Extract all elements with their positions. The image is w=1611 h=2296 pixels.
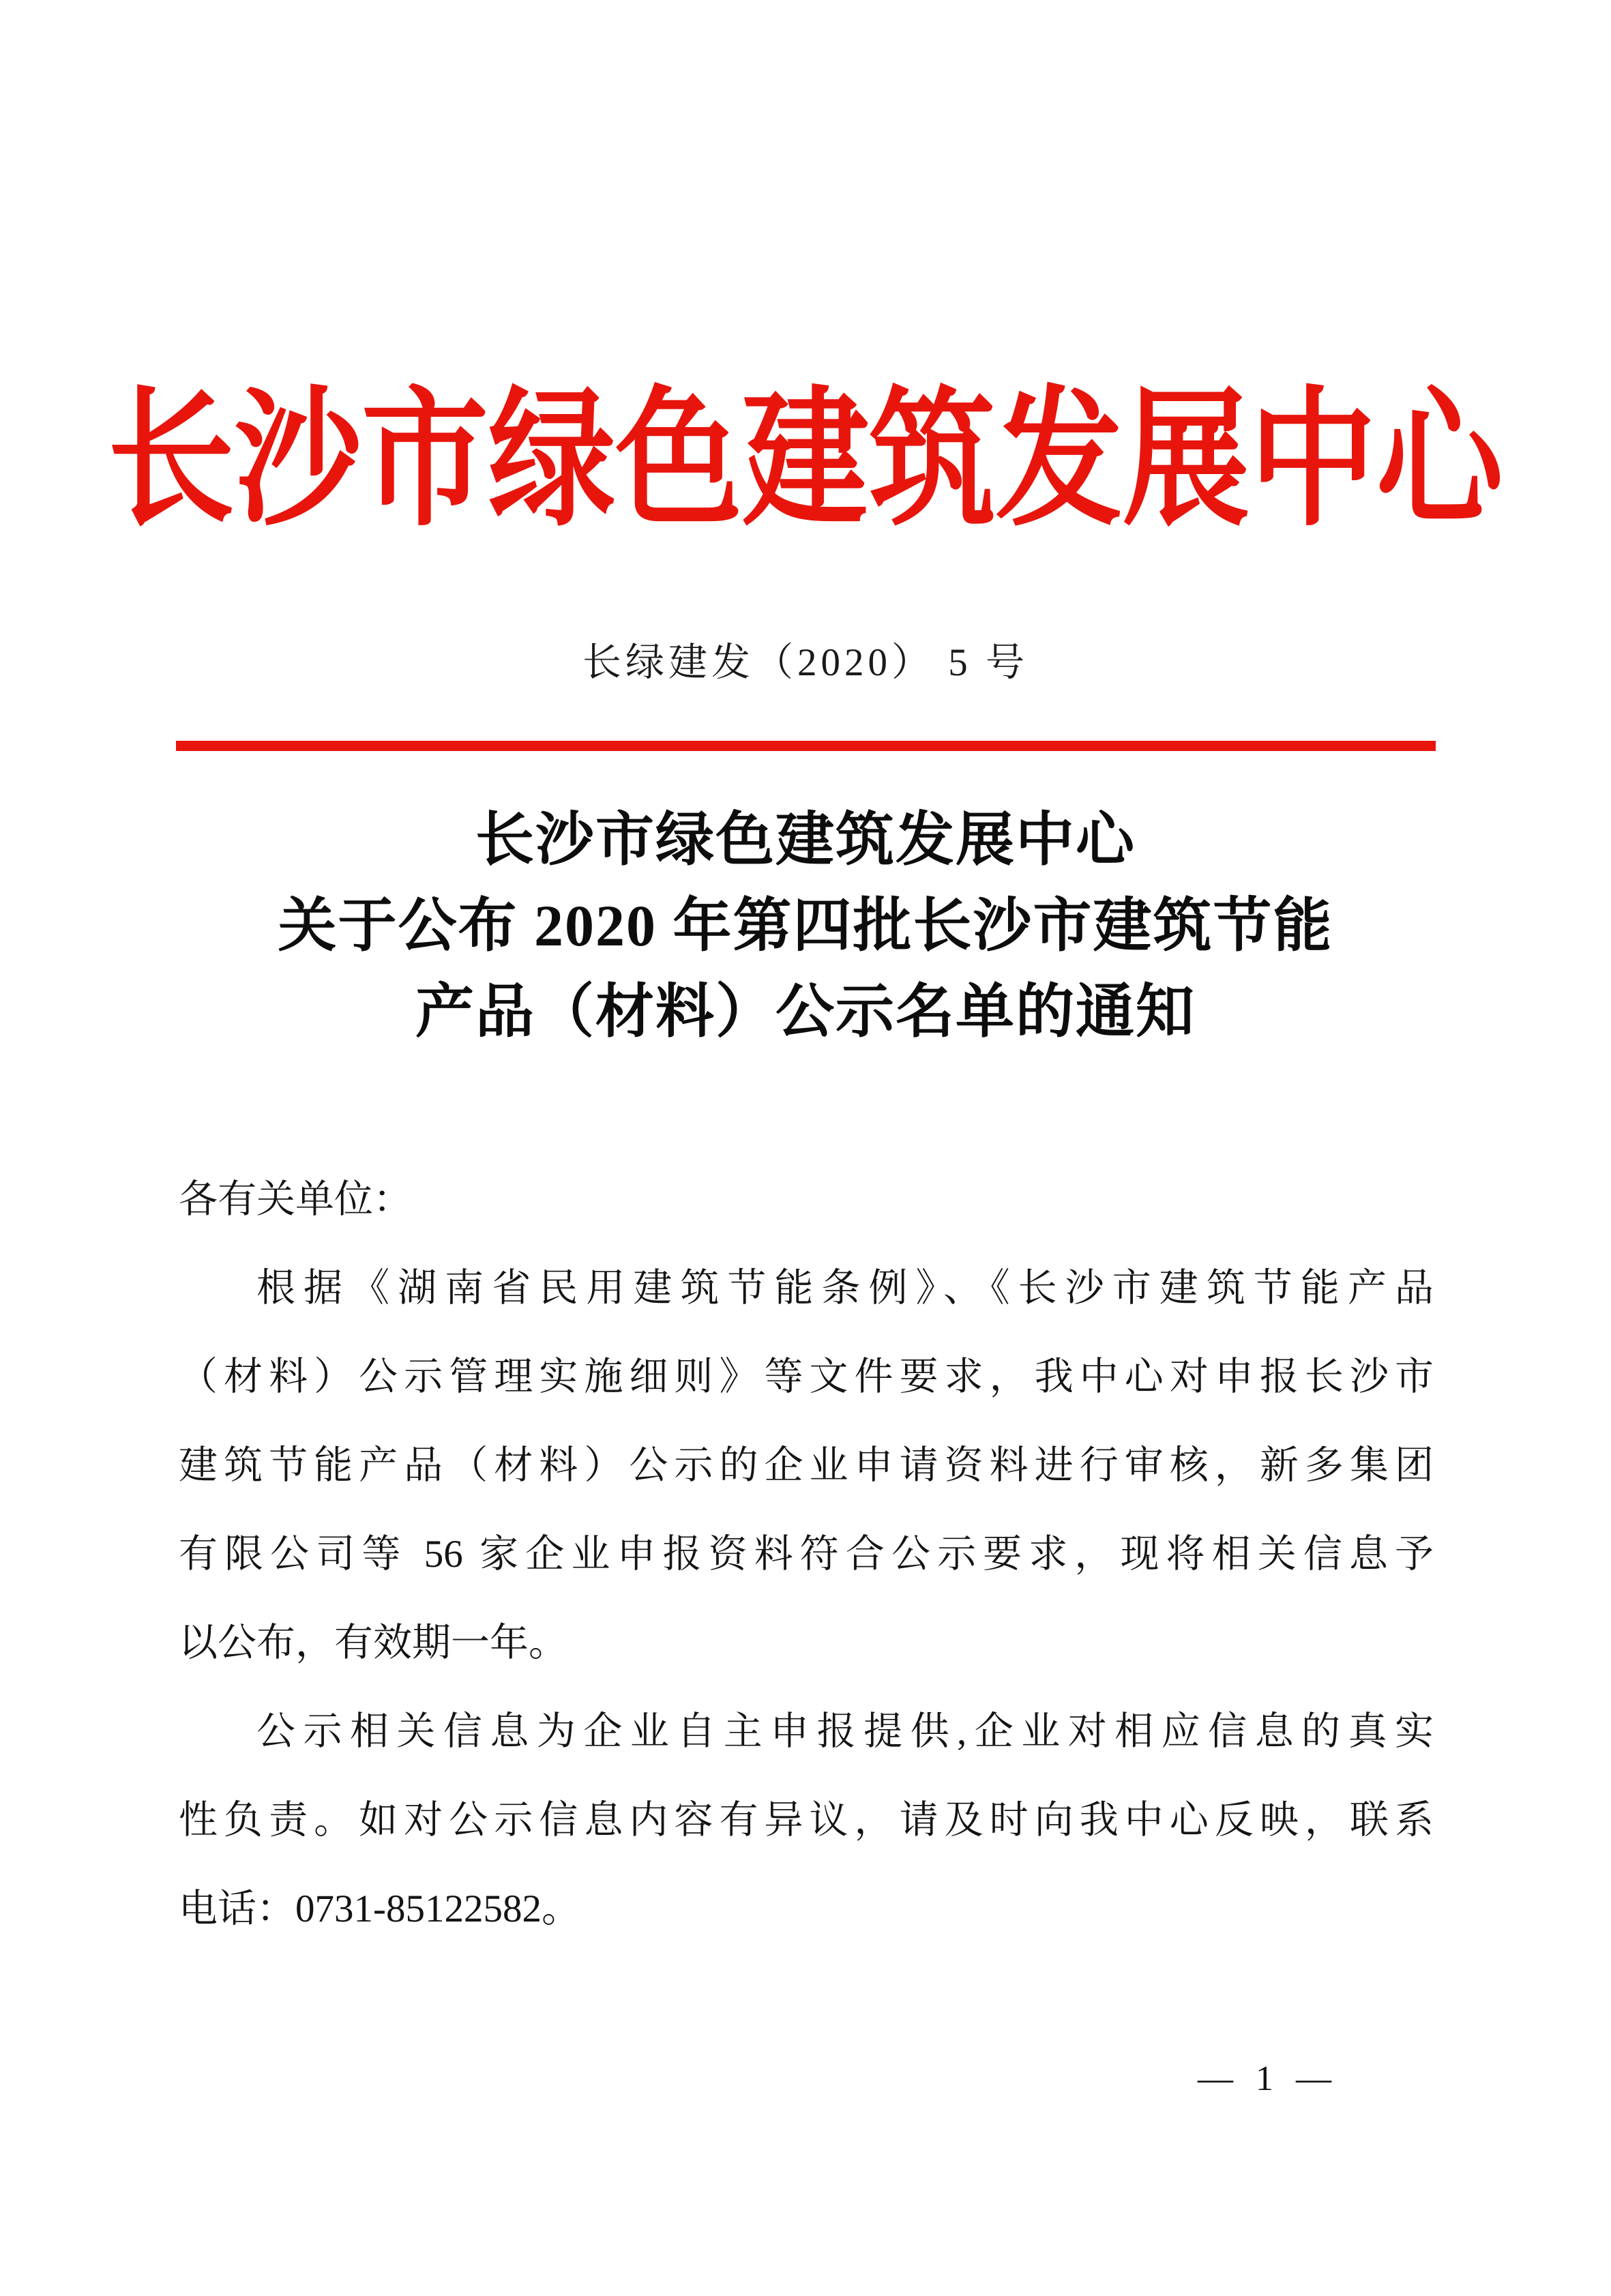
paragraph2-line: 电话：0731-85122582。 [179, 1887, 580, 1930]
paragraph2-line: 性负责。如对公示信息内容有异议，请及时向我中心反映，联系 [179, 1799, 1434, 1842]
paragraph1-line: （材料）公示管理实施细则》等文件要求，我中心对申报长沙市 [179, 1355, 1434, 1398]
paragraph1-line: 建筑节能产品（材料）公示的企业申请资料进行审核，新多集团 [179, 1444, 1434, 1487]
notice-title-line-2: 关于公布 2020 年第四批长沙市建筑节能 [278, 893, 1333, 958]
salutation: 各有关单位： [179, 1178, 412, 1221]
document-number: 长绿建发（2020） 5 号 [582, 641, 1029, 684]
notice-title-line-3: 产品（材料）公示名单的通知 [415, 979, 1196, 1044]
red-divider-line [176, 741, 1436, 751]
paragraph1-line: 以公布，有效期一年。 [179, 1621, 567, 1664]
page-number: — 1 — [1198, 2059, 1338, 2098]
notice-body [179, 1156, 1434, 1954]
paragraph1-line: 有限公司等 56 家企业申报资料符合公示要求，现将相关信息予 [179, 1533, 1434, 1576]
paragraph1-line: 根据《湖南省民用建筑节能条例》、《长沙市建筑节能产品 [256, 1267, 1434, 1310]
letterhead-title: 长沙市绿色建筑发展中心 [107, 378, 1503, 544]
notice-title-line-1: 长沙市绿色建筑发展中心 [475, 807, 1136, 872]
notice-title [0, 797, 1611, 1055]
paragraph2-line: 公示相关信息为企业自主申报提供,企业对相应信息的真实 [256, 1710, 1434, 1753]
